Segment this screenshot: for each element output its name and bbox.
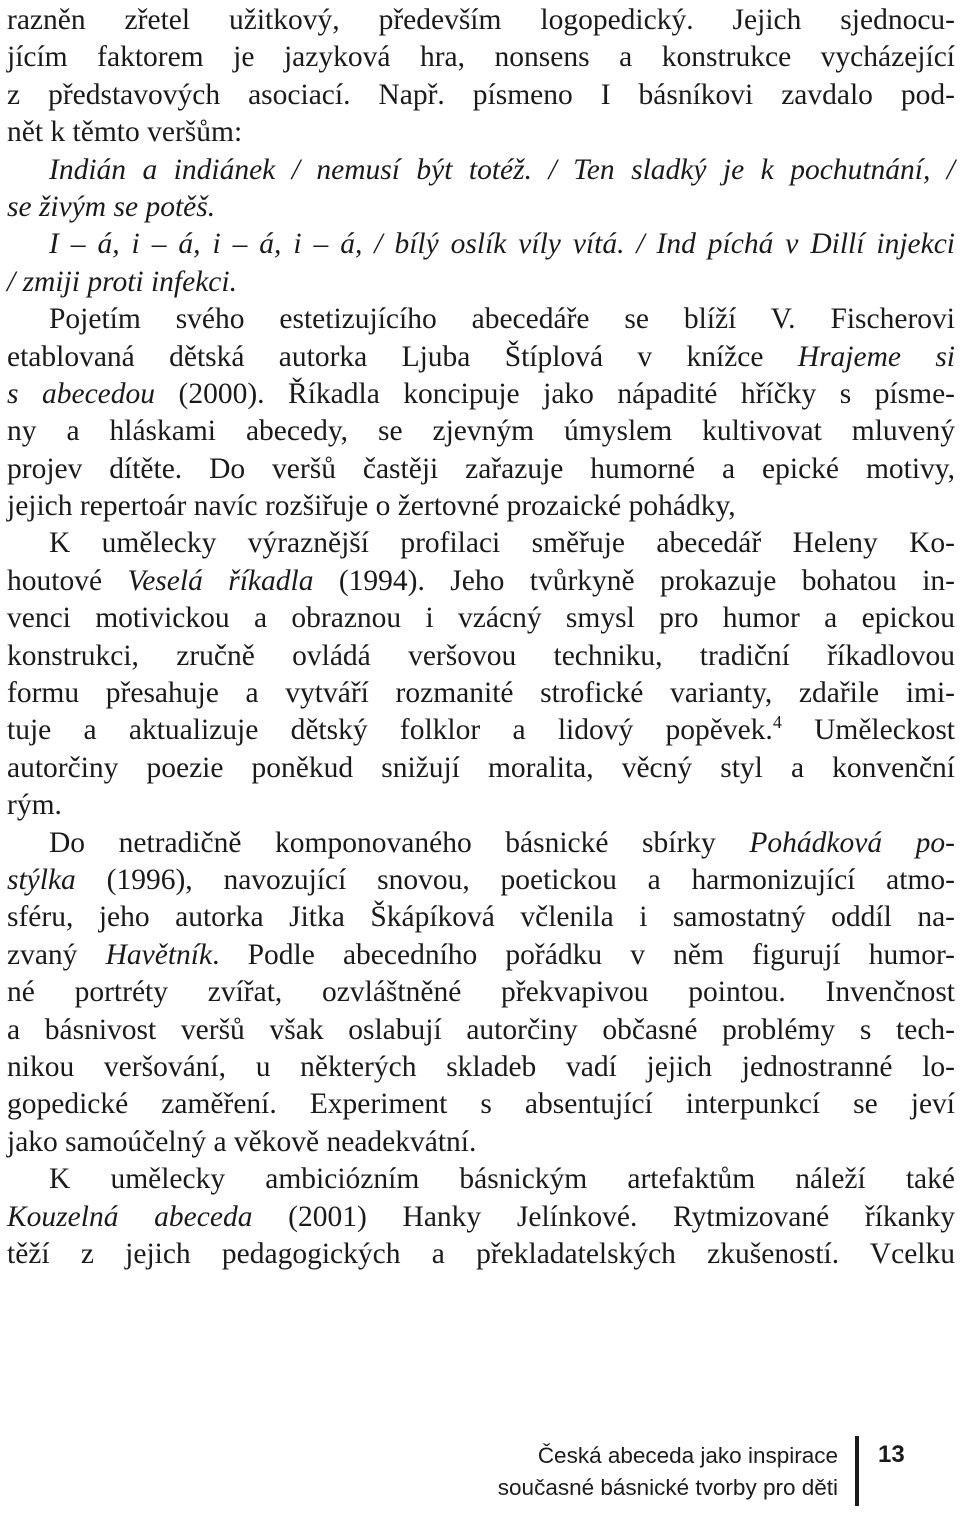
text-span: projev dítěte. Do veršů častěji zařazuje humorné a epické motivy, bbox=[7, 452, 955, 485]
text-span: gopedické zaměření. Experiment s absentující interpunkcí se jeví bbox=[7, 1088, 955, 1121]
text-span: a básnivost veršů však oslabují autorčiny občasné problémy s tech- bbox=[7, 1013, 955, 1046]
text-span: nět k těmto veršům: bbox=[7, 116, 243, 149]
italic-text: Indián a indiánek / nemusí být totéž. / Ten sladký je k pochutnání, / bbox=[49, 153, 955, 186]
text-span: houtové bbox=[7, 564, 128, 597]
text-span: razněn zřetel užitkový, především logopedický. Jejich sjednocu- bbox=[7, 4, 955, 36]
text-span: venci motivickou a obraznou i vzácný smysl pro humor a epickou bbox=[7, 602, 955, 635]
text-line bbox=[7, 1199, 955, 1236]
text-span: etablovaná dětská autorka Ljuba Štíplová v knížce bbox=[7, 340, 798, 373]
text-line bbox=[7, 114, 955, 151]
text-span: jako samoúčelný a věkově neadekvátní. bbox=[7, 1125, 477, 1158]
body-text bbox=[7, 2, 955, 1273]
text-span: (2001) Hanky Jelínkové. Rytmizované říkanky bbox=[252, 1200, 955, 1233]
text-line bbox=[7, 525, 955, 562]
text-line bbox=[7, 77, 955, 114]
text-span: sféru, jeho autorka Jitka Škápíková včlenila i samostatný oddíl na- bbox=[7, 901, 955, 934]
text-span: ny a hláskami abecedy, se zjevným úmyslem kultivovat mluvený bbox=[7, 415, 955, 448]
text-span: Uměleckost bbox=[781, 714, 955, 747]
text-line bbox=[7, 2, 955, 39]
running-title bbox=[498, 1440, 838, 1504]
text-line bbox=[7, 301, 955, 338]
text-line bbox=[7, 1236, 955, 1273]
text-line bbox=[7, 376, 955, 413]
text-line bbox=[7, 974, 955, 1011]
text-line bbox=[7, 563, 955, 600]
text-span: rým. bbox=[7, 789, 62, 822]
text-line bbox=[7, 712, 955, 749]
text-line bbox=[7, 226, 955, 263]
text-line bbox=[7, 1161, 955, 1198]
text-line bbox=[7, 1012, 955, 1049]
text-span: Do netradičně komponovaného básnické sbírky bbox=[49, 826, 750, 859]
text-line bbox=[7, 675, 955, 712]
text-line bbox=[7, 787, 955, 824]
text-span: jejich repertoár navíc rozšiřuje o žertovné prozaické pohádky, bbox=[7, 490, 736, 523]
text-span: zvaný bbox=[7, 938, 106, 971]
text-line bbox=[7, 264, 955, 301]
text-line bbox=[7, 189, 955, 226]
text-line bbox=[7, 488, 955, 525]
text-line bbox=[7, 413, 955, 450]
text-span: tuje a aktualizuje dětský folklor a lidový popěvek. bbox=[7, 714, 773, 747]
text-line bbox=[7, 1049, 955, 1086]
footer-divider bbox=[855, 1436, 859, 1506]
text-span: K umělecky ambiciózním básnickým artefaktům náleží také bbox=[49, 1163, 955, 1196]
text-line bbox=[7, 638, 955, 675]
italic-text: Pohádková po- bbox=[749, 826, 956, 859]
text-line bbox=[7, 899, 955, 936]
text-line bbox=[7, 825, 955, 862]
text-line bbox=[7, 39, 955, 76]
footnote-ref[interactable]: 4 bbox=[772, 712, 782, 733]
text-line bbox=[7, 339, 955, 376]
italic-text: se živým se potěš. bbox=[7, 190, 216, 223]
text-span: nikou veršování, u některých skladeb vadí jejich jednostranné lo- bbox=[7, 1050, 955, 1083]
italic-text: Kouzelná abeceda bbox=[7, 1200, 253, 1233]
italic-text: Veselá říkadla bbox=[127, 564, 314, 597]
italic-text: I – á, i – á, i – á, i – á, / bílý oslík víly vítá. / Ind píchá v Dillí injekci bbox=[49, 228, 955, 261]
running-title-line-1: Česká abeceda jako inspirace bbox=[537, 1443, 838, 1468]
running-title-line-2: současné básnické tvorby pro děti bbox=[497, 1475, 838, 1500]
text-span: K umělecky výraznější profilaci směřuje abecedář Heleny Ko- bbox=[49, 527, 955, 560]
text-span: (2000). Říkadla koncipuje jako nápadité hříčky s písme- bbox=[155, 377, 955, 410]
text-span: těží z jejich pedagogických a překladatelských zkušeností. Vcelku bbox=[7, 1237, 955, 1270]
text-span: formu přesahuje a vytváří rozmanité strofické varianty, zdařile imi- bbox=[7, 677, 955, 710]
text-span: Pojetím svého estetizujícího abecedáře se blíží V. Fischerovi bbox=[49, 303, 955, 336]
text-span: jícím faktorem je jazyková hra, nonsens a konstrukce vycházející bbox=[7, 41, 955, 74]
text-line bbox=[7, 451, 955, 488]
text-line bbox=[7, 1124, 955, 1161]
text-line bbox=[7, 862, 955, 899]
running-footer bbox=[0, 1436, 960, 1506]
text-span: (1996), navozující snovou, poetickou a harmonizující atmo- bbox=[75, 863, 955, 896]
text-span: z představových asociací. Např. písmeno I básníkovi zavdalo pod- bbox=[7, 78, 955, 111]
text-line bbox=[7, 152, 955, 189]
text-line bbox=[7, 1086, 955, 1123]
italic-text: s abecedou bbox=[7, 377, 156, 410]
text-span: konstrukci, zručně ovládá veršovou techniku, tradiční říkadlovou bbox=[7, 639, 955, 672]
text-line bbox=[7, 750, 955, 787]
italic-text: / zmiji proti infekci. bbox=[7, 265, 237, 298]
text-line bbox=[7, 937, 955, 974]
text-line bbox=[7, 600, 955, 637]
text-span: . Podle abecedního pořádku v něm figurují humor- bbox=[212, 938, 955, 971]
text-span: (1994). Jeho tvůrkyně prokazuje bohatou in- bbox=[313, 564, 955, 597]
text-span: autorčiny poezie poněkud snižují moralita, věcný styl a konvenční bbox=[7, 751, 955, 784]
text-span: né portréty zvířat, ozvláštněné překvapivou pointou. Invenčnost bbox=[7, 976, 955, 1009]
italic-text: Hrajeme si bbox=[797, 340, 955, 373]
italic-text: stýlka bbox=[7, 863, 76, 896]
page-number: 13 bbox=[878, 1441, 905, 1468]
italic-text: Havětník bbox=[105, 938, 213, 971]
